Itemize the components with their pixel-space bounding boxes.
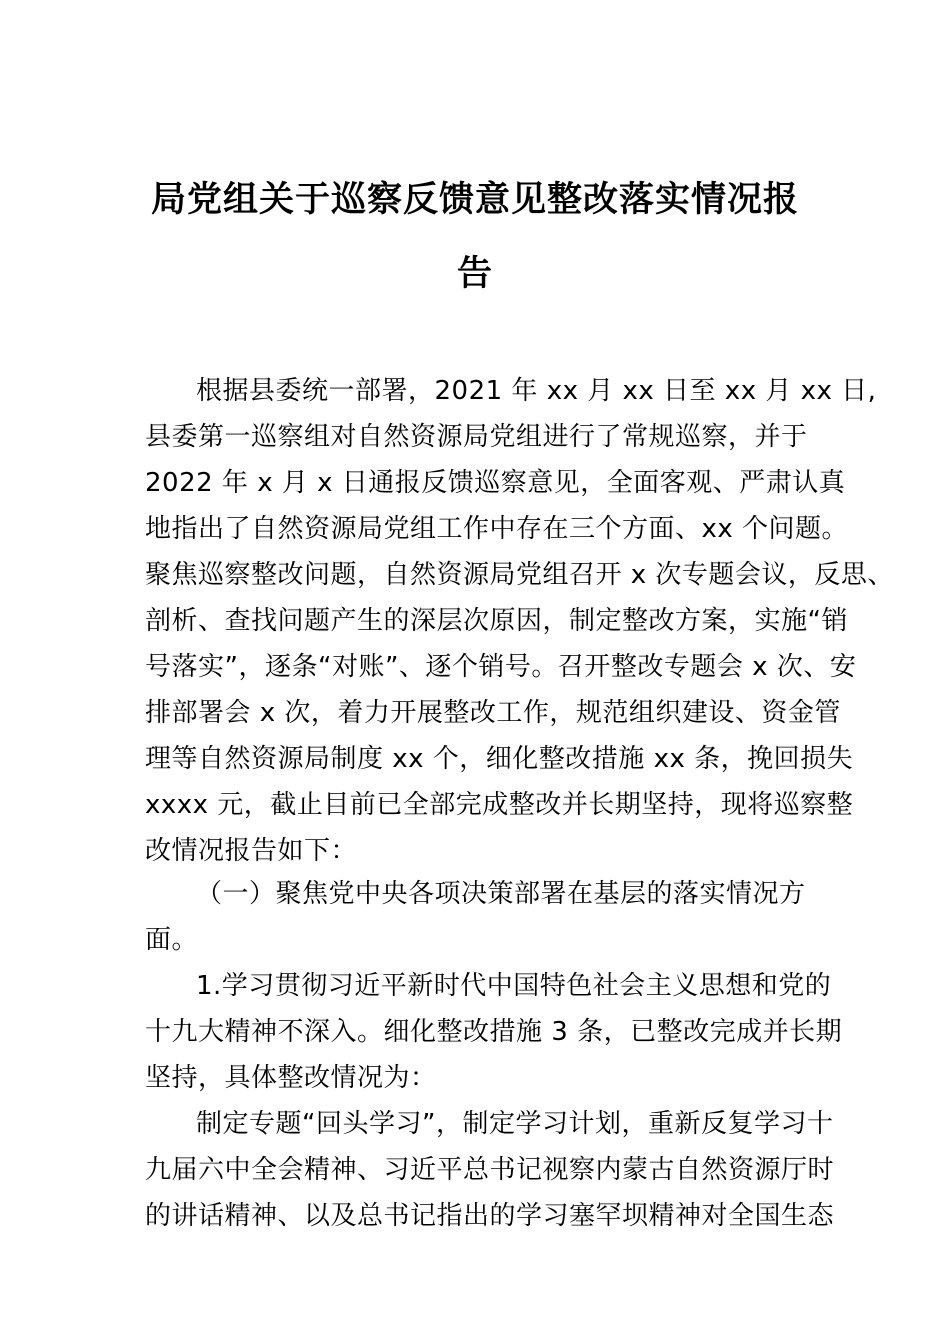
body-text-line: 1.学习贯彻习近平新时代中国特色社会主义思想和党的: [196, 971, 832, 1001]
document-title-line-2: 告: [456, 253, 493, 294]
body-text-line: 根据县委统一部署，2021 年 xx 月 xx 日至 xx 月 xx 日,: [196, 376, 877, 406]
body-text-line: 地指出了自然资源局党组工作中存在三个方面、xx 个问题。: [145, 514, 849, 544]
body-text-line: 2022 年 x 月 x 日通报反馈巡察意见，全面客观、严肃认真: [145, 468, 846, 498]
body-text-line: xxxx 元，截止目前已全部完成整改并长期坚持，现将巡察整: [145, 790, 854, 820]
body-text-line: 理等自然资源局制度 xx 个，细化整改措施 xx 条，挽回损失: [145, 744, 854, 774]
body-text-line: 九届六中全会精神、习近平总书记视察内蒙古自然资源厅时: [145, 1155, 835, 1185]
body-text-line: 的讲话精神、以及总书记指出的学习塞罕坝精神对全国生态: [145, 1201, 835, 1231]
section-heading-line: （一）聚焦党中央各项决策部署在基层的落实情况方: [196, 879, 806, 909]
body-text-line: 制定专题“回头学习”，制定学习计划，重新反复学习十: [196, 1109, 834, 1139]
body-text-line: 剖析、查找问题产生的深层次原因，制定整改方案，实施“销: [145, 606, 848, 636]
body-text-line: 坚持，具体整改情况为：: [145, 1063, 437, 1093]
document-title-line-1: 局党组关于巡察反馈意见整改落实情况报: [150, 179, 799, 220]
body-text-line: 号落实”，逐条“对账”、逐个销号。召开整改专题会 x 次、安: [145, 652, 857, 682]
body-text-line: 排部署会 x 次，着力开展整改工作，规范组织建设、资金管: [145, 698, 841, 728]
body-text-line: 县委第一巡察组对自然资源局党组进行了常规巡察，并于: [145, 422, 808, 452]
body-text-line: 改情况报告如下：: [145, 836, 358, 866]
section-heading-line: 面。: [145, 925, 199, 955]
body-text-line: 十九大精神不深入。细化整改措施 3 条，已整改完成并长期: [145, 1017, 843, 1047]
body-text-line: 聚焦巡察整改问题，自然资源局党组召开 x 次专题会议，反思、: [145, 560, 894, 590]
